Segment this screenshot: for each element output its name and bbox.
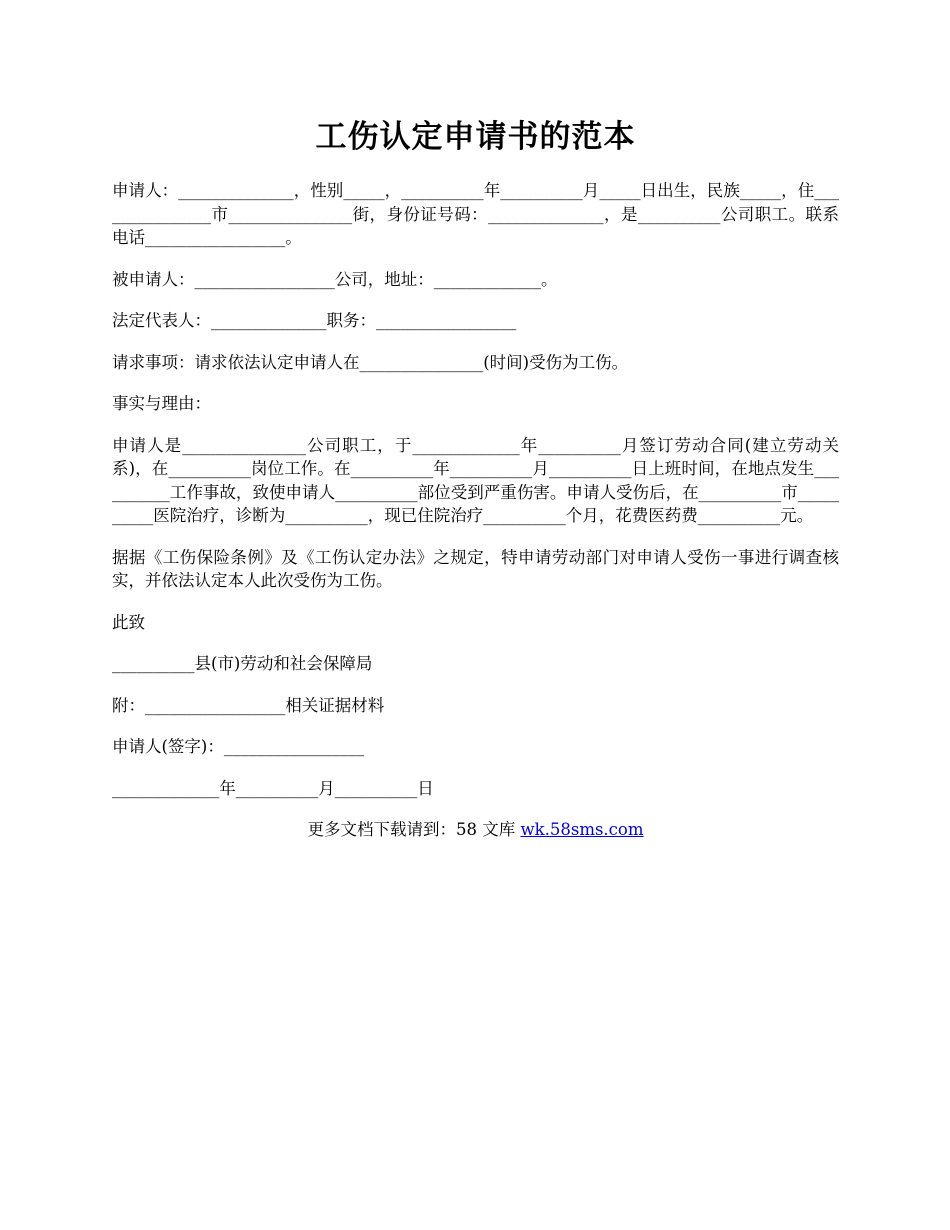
facts-paragraph: 申请人是_______________公司职工，于_____________年__________月签订劳动合同(建立劳动关系)，在__________岗位工作。在__________年__________月__________日上班时间，在地点发生__________工作事故，致使申请人__________部位受到严重伤害。申请人受伤后，在__________市__________医院治疗，诊断为__________，现已住院治疗__________个月，花费医药费__________元。 — [112, 435, 839, 525]
document-page — [112, 112, 839, 841]
applicant-info-paragraph: 申请人：______________，性别_____，__________年__________月_____日出生，民族_____，住_______________市_______________街，身份证号码：______________，是__________公司职工。联系电话_________________。 — [112, 181, 839, 247]
date-line: _____________年__________月__________日 — [112, 778, 434, 798]
recipient-line: __________县(市)劳动和社会保障局 — [112, 654, 373, 673]
footer-text: 更多文档下载请到：58 文库 — [307, 820, 521, 839]
salutation: 此致 — [112, 612, 145, 632]
signature-line: 申请人(签字)：_________________ — [112, 737, 365, 756]
footer — [112, 818, 839, 841]
document-title: 工伤认定申请书的范本 — [315, 119, 636, 155]
legal-representative-paragraph: 法定代表人：______________职务：_________________ — [112, 311, 517, 330]
footer-link[interactable]: wk.58sms.com — [520, 820, 644, 839]
basis-paragraph: 据据《工伤保险条例》及《工伤认定办法》之规定，特申请劳动部门对申请人受伤一事进行调查核实，并依法认定本人此次受伤为工伤。 — [112, 547, 839, 590]
request-paragraph: 请求事项：请求依法认定申请人在_______________(时间)受伤为工伤。 — [112, 352, 629, 372]
attachment-line: 附：_________________相关证据材料 — [112, 695, 385, 715]
respondent-paragraph: 被申请人：_________________公司，地址：_____________。 — [112, 269, 558, 289]
facts-heading: 事实与理由： — [112, 394, 211, 413]
